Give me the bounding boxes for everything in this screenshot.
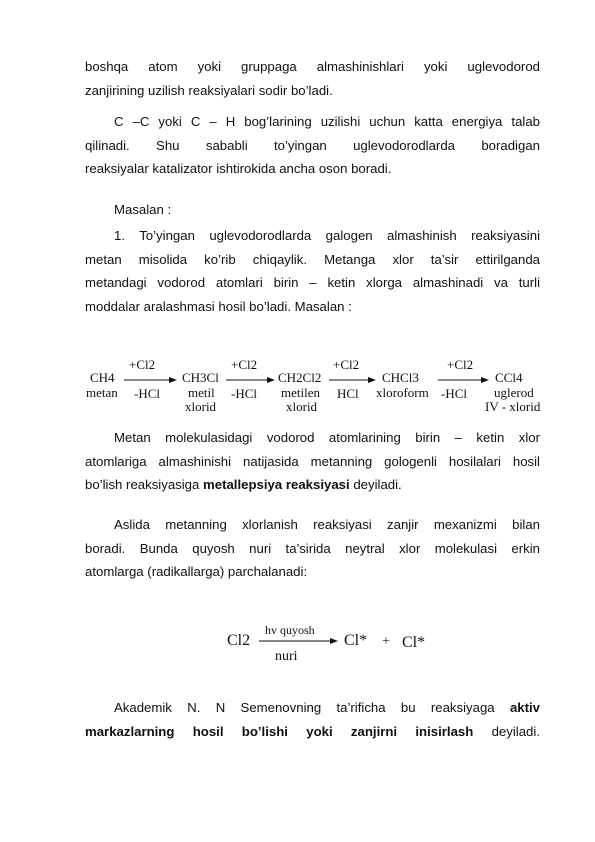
chloroform-formula: CHCl3: [382, 370, 419, 385]
text-line: boradi. Bunda quyosh nuri ta’sirida neytral xlor molekulasi erkin: [85, 540, 540, 556]
text-line: metandagi vodorod atomlari birin – ketin xlorga almashinadi va turli: [85, 275, 540, 290]
arrow-condition-bottom: nuri: [275, 649, 298, 664]
chlorine-homolysis-scheme: [225, 618, 445, 668]
arrow-condition-top: hv quyosh: [265, 623, 315, 637]
carbon-tetrachloride-name: uglerod: [494, 385, 534, 400]
text-line: Metan molekulasidagi vodorod atomlarining birin – ketin xlor: [114, 430, 540, 445]
term-aktiv: aktiv: [509, 700, 540, 715]
text-line: Akademik N. N Semenovning ta’rificha bu reaksiyaga aktiv: [114, 700, 540, 715]
text-line: metan misolida ko’rib chiqaylik. Metanga xlor ta’sir ettirilganda: [85, 251, 540, 267]
chlorine-radical: Cl*: [344, 632, 368, 649]
chlorine-molecule: Cl2: [227, 632, 251, 649]
term-metallepsiya: metallepsiya reaksiyasi: [203, 477, 350, 492]
paragraph-2: [85, 110, 540, 181]
text-line: moddalar aralashmasi hosil bo’ladi. Masalan :: [85, 298, 352, 314]
carbon-tetrachloride-formula: CCl4: [495, 370, 523, 385]
text-line: atomlarga (radikallarga) parchalanadi:: [85, 564, 308, 579]
chlorination-scheme: [82, 345, 552, 425]
text-line: Aslida metanning xlorlanish reaksiyasi zanjir mexanizmi bilan: [114, 517, 540, 532]
chloromethane-formula: CH3Cl: [182, 370, 219, 385]
term-active-centers: markazlarning hosil bo’lishi yoki zanjirni inisirlash: [85, 723, 474, 739]
paragraph-1: [85, 55, 540, 102]
dichloromethane-formula: CH2Cl2: [278, 370, 322, 385]
text-line: C –C yoki C – H bog’larining uzilishi uchun katta energiya talab: [114, 114, 540, 129]
reagent-label: +Cl2: [129, 357, 156, 372]
dichloromethane-name: xlorid: [286, 399, 318, 414]
reagent-label: +Cl2: [333, 357, 360, 372]
methane-formula: CH4: [90, 370, 115, 385]
text-line: zanjirining uzilish reaksiyalari sodir bo’ladi.: [85, 82, 333, 98]
reagent-label: +Cl2: [231, 357, 258, 372]
plus-sign: +: [382, 634, 390, 649]
paragraph-6: [85, 696, 540, 743]
reagent-label: +Cl2: [447, 357, 474, 372]
text-line: atomlariga almashinishi natijasida metanning gologenli hosilalari hosil: [85, 453, 540, 469]
byproduct-label: -HCl: [134, 386, 160, 401]
paragraph-3: [85, 224, 540, 318]
paragraph-4: [85, 426, 540, 497]
chloromethane-name: xlorid: [185, 399, 217, 414]
carbon-tetrachloride-name: IV - xlorid: [485, 399, 541, 414]
byproduct-label: HCl: [337, 386, 359, 401]
chloroform-name: xloroform: [376, 385, 429, 400]
masalan-label: Masalan :: [114, 202, 172, 217]
byproduct-label: -HCl: [441, 386, 467, 401]
text-line: bo’lish reaksiyasiga metallepsiya reaksiyasi deyiladi.: [85, 477, 402, 492]
text-line: 1. To’yingan uglevodorodlarda galogen almashinish reaksiyasini: [114, 228, 540, 243]
paragraph-5: [85, 513, 540, 584]
chloromethane-name: metil: [188, 385, 215, 400]
text-line: qilinadi. Shu sababli to’yingan uglevodorodlarda boradigan: [85, 137, 540, 153]
text-line: reaksiyalar katalizator ishtirokida ancha oson boradi.: [85, 161, 392, 176]
byproduct-label: -HCl: [231, 386, 257, 401]
methane-name: metan: [86, 385, 118, 400]
dichloromethane-name: metilen: [281, 385, 320, 400]
chlorine-radical: Cl*: [402, 634, 426, 651]
text-line: markazlarning hosil bo’lishi yoki zanjirni inisirlash deyiladi.: [85, 723, 540, 739]
text-line: boshqa atom yoki gruppaga almashinishlari yoki uglevodorod: [85, 59, 540, 74]
